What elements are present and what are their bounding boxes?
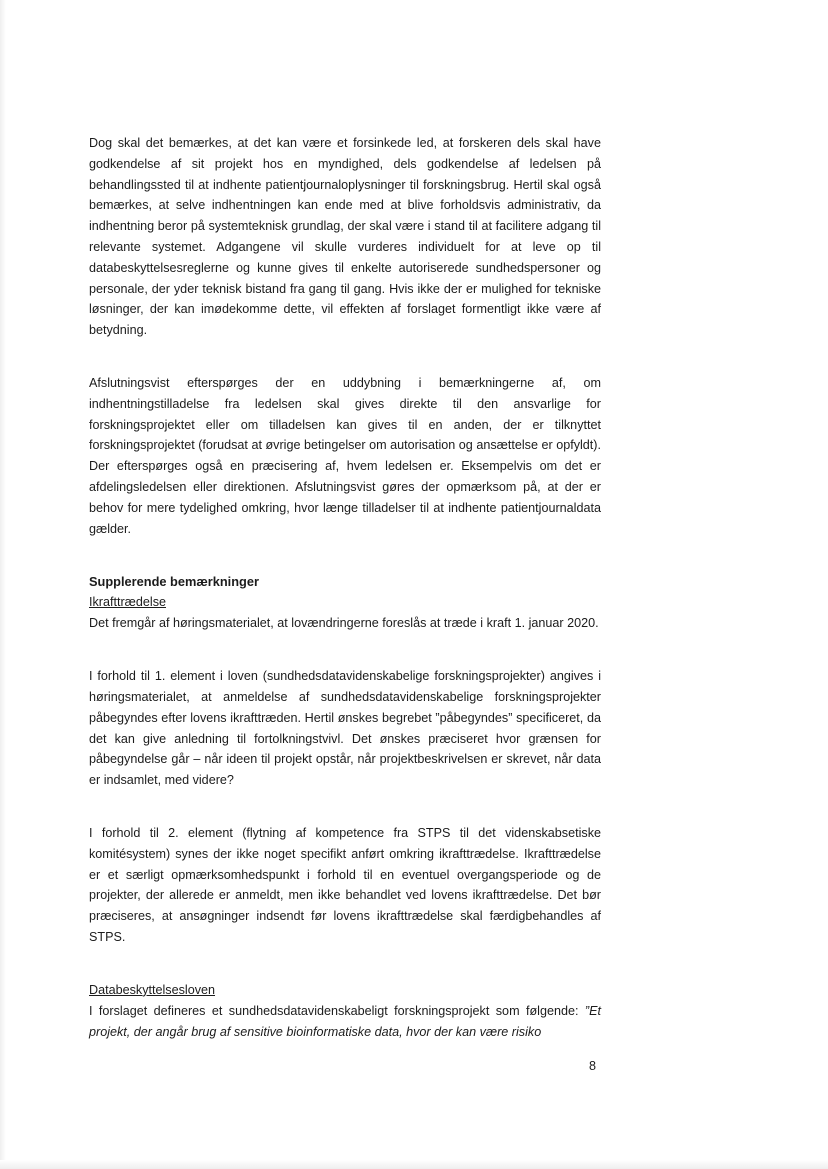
paragraph-2: Afslutningsvist efterspørges der en uddybning i bemærkningerne af, om indhentningstilladelse fra ledelsen skal gives direkte til den ansvarlige for forskningsprojektet eller om tilladelsen kan gives til en anden, der er tilknyttet forskningsprojektet (forudsat at øvrige betingelser om autorisation og ansættelse er opfyldt). Der efterspørges også en præcisering af, hvem ledelsen er. Eksempelvis om det er afdelingsledelsen eller direktionen. Afslutningsvist gøres der opmærksom på, at der er behov for mere tydelighed omkring, hvor længe tilladelser til at indhente patientjournaldata gælder.: [89, 375, 601, 536]
paragraph-3: Det fremgår af høringsmaterialet, at lovændringerne foreslås at træde i kraft 1. januar 2020.: [89, 616, 599, 631]
scan-edge-left: [0, 0, 6, 1169]
subheading-ikrafttraedelse: Ikrafttrædelse: [89, 595, 166, 610]
paragraph-6-quote: ”Et projekt, der angår brug af sensitive bioinformatiske data, hvor der kan være risiko: [89, 1003, 601, 1039]
paragraph-6-lead: I forslaget defineres et sundhedsdatavidenskabeligt forskningsprojekt som følgende:: [89, 1003, 585, 1018]
page-body: [89, 133, 601, 1042]
section-heading: Supplerende bemærkninger: [89, 574, 259, 590]
paragraph-1: Dog skal det bemærkes, at det kan være et forsinkede led, at forskeren dels skal have godkendelse af sit projekt hos en myndighed, dels godkendelse af ledelsen på behandlingssted til at indhente patientjournaloplysninger til forskningsbrug. Hertil skal også bemærkes, at selve indhentningen kan ende med at blive forholdsvis administrativ, da indhentning beror på systemteknisk grundlag, der skal være i stand til at facilitere adgang til relevante systemet. Adgangene vil skulle vurderes individuelt for at leve op til databeskyttelsesreglerne og kunne gives til enkelte autoriserede sundhedspersoner og personale, der yder teknisk bistand fra gang til gang. Hvis ikke der er mulighed for tekniske løsninger, der kan imødekomme dette, vil effekten af forslaget formentligt ikke være af betydning.: [89, 136, 601, 338]
page-number: 8: [589, 1059, 597, 1073]
paragraph-6: [89, 1001, 601, 1043]
paragraph-5: I forhold til 2. element (flytning af kompetence fra STPS til det videnskabsetiske komitésystem) synes der ikke noget specifikt anført omkring ikrafttrædelse. Ikrafttrædelse er et særligt opmærksomhedspunkt i forhold til en eventuel overgangsperiode og de projekter, der allerede er anmeldt, men ikke behandlet ved lovens ikrafttrædelse. Det bør præciseres, at ansøgninger indsendt før lovens ikrafttrædelse skal færdigbehandles af STPS.: [89, 825, 601, 944]
paragraph-4: I forhold til 1. element i loven (sundhedsdatavidenskabelige forskningsprojekter) angives i høringsmaterialet, at anmeldelse af sundhedsdatavidenskabelige forskningsprojekter påbegyndes efter lovens ikrafttræden. Hertil ønskes begrebet ”påbegyndes” specificeret, da det kan give anledning til fortolkningstvivl. Det ønskes præciseret hvor grænsen for påbegyndelse går – når ideen til projekt opstår, når projektbeskrivelsen er skrevet, når data er indsamlet, med videre?: [89, 669, 601, 788]
subheading-databeskyttelsesloven: Databeskyttelsesloven: [89, 982, 216, 997]
scan-edge-bottom: [0, 1160, 828, 1169]
